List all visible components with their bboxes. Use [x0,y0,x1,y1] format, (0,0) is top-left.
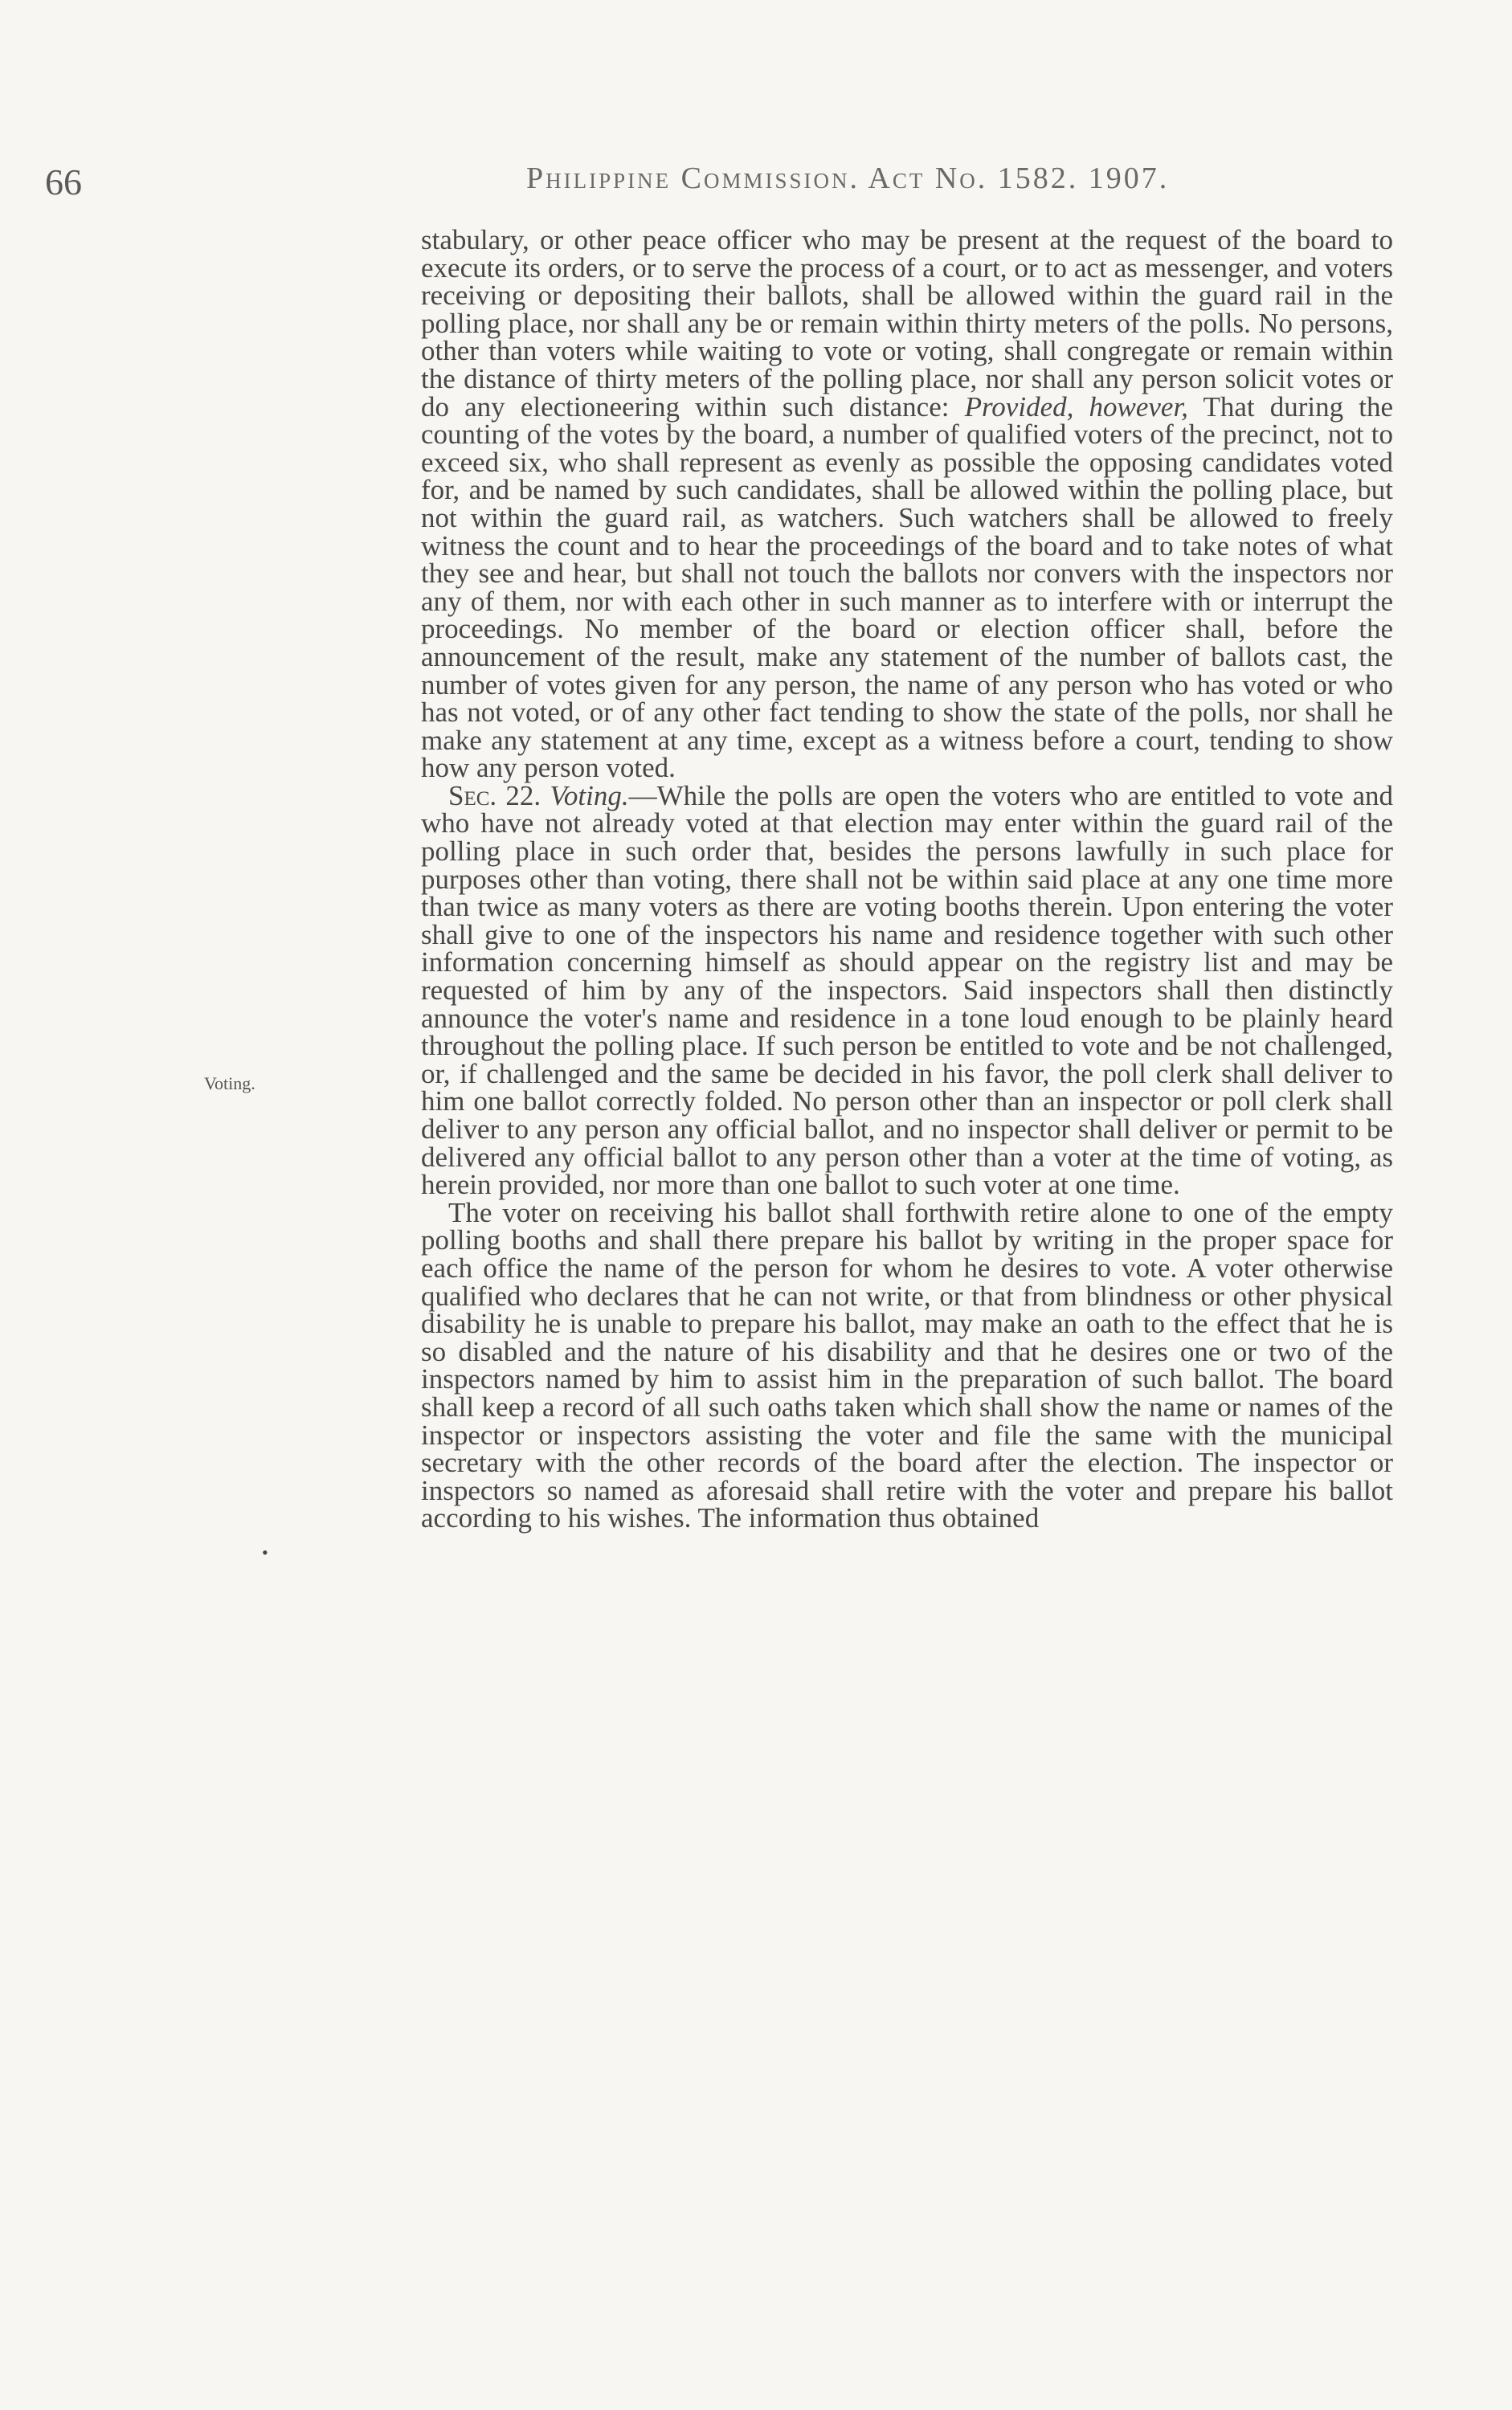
margin-note-voting: Voting. [204,1073,255,1093]
page-number: 66 [45,161,82,202]
margin-bullet-mark: • [262,1542,268,1562]
paragraph-text: The voter on receiving his ballot shall forthwith retire alone to one of the empty polling booths and shall there prepare his ballot by writing in the proper space for each office the name of the person for whom he desires to vote. A voter otherwise qualified who declares that he can not write, or that from blindness or other physical disability he is unable to prepare his ballot, may make an oath to the effect that he is so disabled and the nature of his disability and that he desires one or two of the inspectors named by him to assist him in the preparation of such ballot. The board shall keep a record of all such oaths taken which shall show the name or names of the inspector or inspectors assisting the voter and file the same with the municipal secretary with the other records of the board after the election. The inspector or inspectors so named as aforesaid shall retire with the voter and prepare his ballot according to his wishes. The information thus obtained [421,1196,1393,1534]
paragraph-text: That during the counting of the votes by the board, a number of qualified voters of the precinct, not to exceed six, who shall represent as evenly as possible the opposing candidates voted for, and be named by such candidates, shall be allowed within the polling place, but not within the guard rail, as watchers. Such watchers shall be allowed to freely witness the count and to hear the proceedings of the board and to take notes of what they see and hear, but shall not touch the ballots nor convers with the inspectors nor any of them, nor with each other in such manner as to interfere with or interrupt the proceedings. No member of the board or election officer shall, before the announcement of the result, make any statement of the number of ballots cast, the number of votes given for any person, the name of any person who has voted or who has not voted, or of any other fact tending to show the state of the polls, nor shall he make any statement at any time, except as a witness before a court, tending to show how any person voted. [421,390,1393,784]
paragraph-continuation [421,224,1393,784]
body-text [421,224,1393,1534]
section-title: Voting. [550,779,629,811]
paragraph-text: stabulary, or other peace officer who may be present at the request of the board to execute its orders, or to serve the process of a court, or to act as messenger, and voters receiving or depositing their ballots, shall be allowed within the guard rail in the polling place, nor shall any be or remain within thirty meters of the polls. No persons, other than voters while waiting to vote or voting, shall congregate or remain within the distance of thirty meters of the polling place, nor shall any person solicit votes or do any electioneering within such distance: [421,224,1393,423]
proviso-phrase: Provided, however, [964,390,1188,423]
paragraph-section-22 [421,779,1393,1201]
section-label: Sec. 22. [448,779,541,811]
paragraph-ballot-preparation [421,1196,1393,1534]
paragraph-text: —While the polls are open the voters who are entitled to vote and who have not already voted at that election may enter within the guard rail of the polling place in such order that, besides the persons lawfully in such place for purposes other than voting, there shall not be within said place at any one time more than twice as many voters as there are voting booths therein. Upon entering the voter shall give to one of the inspectors his name and residence together with such other information concerning himself as should appear on the registry list and may be requested of him by any of the inspectors. Said inspectors shall then distinctly announce the voter's name and residence in a tone loud enough to be plainly heard throughout the polling place. If such person be entitled to vote and be not challenged, or, if challenged and the same be decided in his favor, the poll clerk shall deliver to him one ballot correctly folded. No person other than an inspector or poll clerk shall deliver to any person any official ballot, and no inspector shall deliver or permit to be delivered any official ballot to any person other than a voter at the time of voting, as herein provided, nor more than one ballot to such voter at one time. [421,779,1393,1201]
running-head: Philippine Commission. Act No. 1582. 1907. [526,161,1170,195]
